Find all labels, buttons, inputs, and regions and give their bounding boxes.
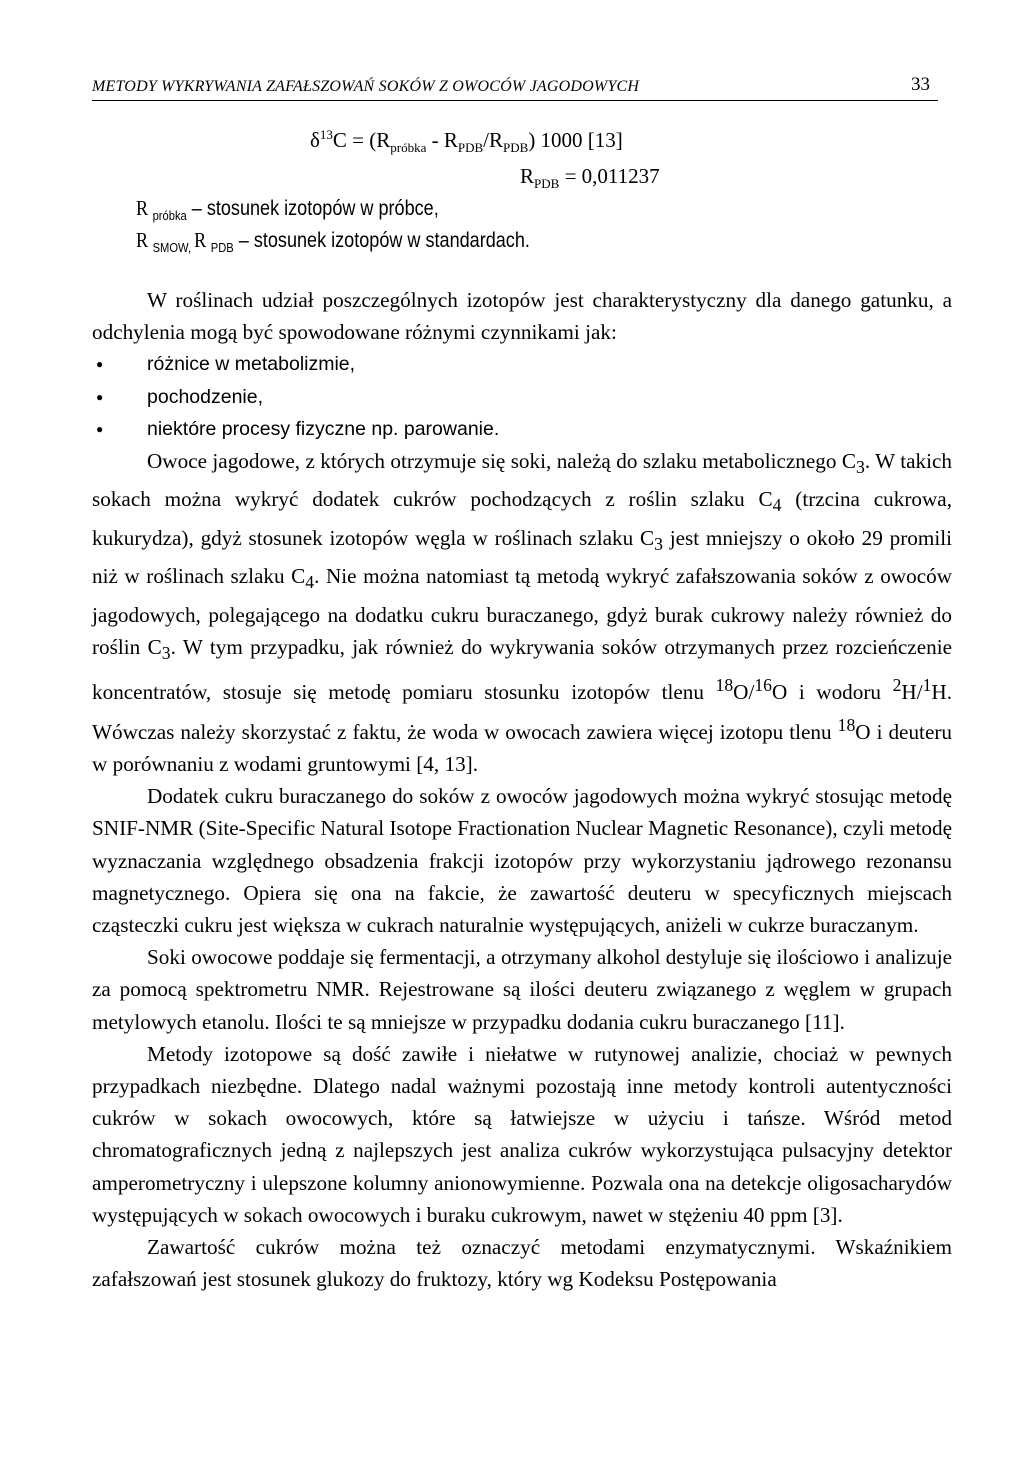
equation-rpdb: $R_{PDB} = 0,011237$ — [520, 164, 660, 191]
equation-delta-13c: $\delta^{13}C = (R_{próbka} - R_{PDB}/R_{PDB})$ 1000 [13] — [310, 127, 623, 155]
factors-list — [92, 348, 952, 445]
paragraph-6: Zawartość cukrów można też oznaczyć metodami enzymatycznymi. Wskaźnikiem zafałszowań jest stosunek glukozy do fruktozy, który wg Kodeksu Postępowania — [92, 1234, 952, 1292]
paragraph-1: W roślinach udział poszczególnych izotopów jest charakterystyczny dla danego gatunku, a odchylenia mogą być spowodowane różnymi czynnikami jak: — [92, 288, 952, 345]
list-item: ● pochodzenie, — [92, 381, 952, 413]
definition-rprobka: R $_{próbka}$ – stosunek izotopów w próbce, — [136, 196, 439, 223]
page-header — [92, 74, 938, 101]
running-title: METODY WYKRYWANIA ZAFAŁSZOWAŃ SOKÓW Z OWOCÓW JAGODOWYCH — [92, 78, 640, 95]
page-number: 33 — [911, 74, 930, 95]
definition-rsmow-rpdb: R $_{SMOW,}$ R $_{PDB}$ – stosunek izotopów w standardach. — [136, 228, 530, 255]
paragraph-2: Owoce jagodowe, z których otrzymuje się soki, należą do szlaku metabolicznego $C_3$. W takich sokach można wykryć dodatek cukrów pochodzących z roślin szlaku $C_4$ (trzcina cukrowa, kukurydza), gdyż stosunek izotopów węgla w roślinach szlaku $C_3$ jest mniejszy o około 29 promili niż w roślinach szlaku $C_4$. Nie można natomiast tą metodą wykryć zafałszowania soków z owoców jagodowych, polegającego na dodatku cukru buraczanego, gdyż burak cukrowy należy również do roślin $C_3$. W tym przypadku, jak również do wykrywania soków otrzymanych przez rozcieńczenie koncentratów, stosuje się metodę pomiaru stosunku izotopów tlenu $^{18}$O/$^{16}$O i wodoru $^2$H/$^1$H. Wówczas należy skorzystać z faktu, że woda w owocach zawiera więcej izotopu tlenu $^{18}$O i deuteru w porównaniu z wodami gruntowymi [4, 13]. — [92, 449, 953, 776]
list-item: ● niektóre procesy fizyczne np. parowanie. — [92, 413, 952, 445]
body-text — [92, 284, 952, 1295]
paragraph-5: Metody izotopowe są dość zawiłe i niełatwe w rutynowej analizie, chociaż w pewnych przypadkach niezbędne. Dlatego nadal ważnymi pozostają inne metody kontroli autentyczności cukrów w sokach owocowych, które są łatwiejsze w użyciu i tańsze. Wśród metod chromatograficznych jedną z najlepszych jest analiza cukrów wykorzystująca pulsacyjny detektor amperometryczny i ulepszone kolumny anionowymienne. Pozwala ona na detekcje oligosacharydów występujących w sokach owocowych i buraku cukrowym, nawet w stężeniu 40 ppm [3]. — [92, 1041, 952, 1227]
list-item: ● różnice w metabolizmie, — [92, 348, 952, 380]
paragraph-4: Soki owocowe poddaje się fermentacji, a otrzymany alkohol destyluje się ilościowo i analizuje za pomocą spektrometru NMR. Rejestrowane są ilości deuteru związanego z węglem w grupach metylowych etanolu. Ilości te są mniejsze w przypadku dodania cukru buraczanego [11]. — [92, 945, 952, 1034]
paragraph-3: Dodatek cukru buraczanego do soków z owoców jagodowych można wykryć stosując metodę SNIF-NMR (Site-Specific Natural Isotope Fractionation Nuclear Magnetic Resonance), czyli metodę wyznaczania względnego obsadzenia frakcji izotopów przy wykorzystaniu jądrowego rezonansu magnetycznego. Opiera się ona na fakcie, że zawartość deuteru w specyficznych miejscach cząsteczki cukru jest większa w cukrach naturalnie występujących, aniżeli w cukrze buraczanym. — [92, 784, 952, 937]
